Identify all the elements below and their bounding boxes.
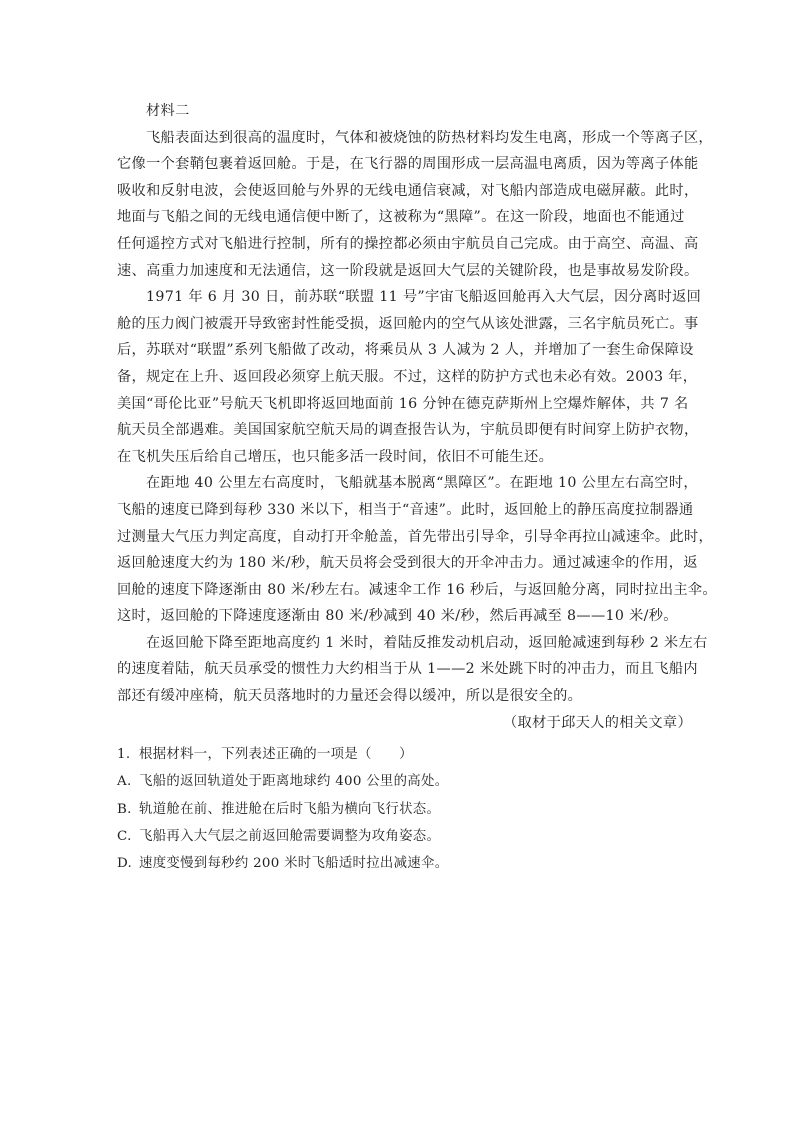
question-1	[117, 741, 694, 877]
paragraph-line: 它像一个套鞘包裹着返回舱。于是，在飞行器的周围形成一层高温电离质，因为等离子体能	[117, 156, 699, 173]
option-key: A.	[117, 774, 132, 790]
option-c	[117, 823, 694, 850]
paragraph-line: 这时，返回舱的下降速度逐渐由 80 米/秒减到 40 米/秒，然后再减至 8——10 米/秒。	[117, 608, 678, 625]
paragraph-line: 返回舱速度大约为 180 米/秒，航天员将会受到很大的开伞冲击力。通过减速伞的作用，返	[117, 555, 698, 572]
option-d	[117, 850, 694, 877]
option-key: C.	[117, 828, 132, 844]
paragraph-line: 飞船表面达到很高的温度时，气体和被烧蚀的防热材料均发生电离，形成一个等离子区，	[146, 129, 713, 146]
paragraph-line: 地面与飞船之间的无线电通信便中断了，这被称为“黑障”。在这一阶段，地面也不能通过	[117, 209, 685, 226]
paragraph-line: 部还有缓冲座椅，航天员落地时的力量还会得以缓冲，所以是很安全的。	[117, 688, 583, 705]
option-text: 速度变慢到每秒约 200 米时飞船适时拉出减速伞。	[139, 856, 449, 871]
paragraph-line: 在距地 40 公里左右高度时，飞船就基本脱离“黑障区”。在距地 10 公里左右高空时，	[146, 475, 698, 492]
source-note: （取材于邱天人的相关文章）	[503, 714, 692, 731]
paragraph-line: 在返回舱下降至距地高度约 1 米时，着陆反推发动机启动，返回舱减速到每秒 2 米左右	[146, 634, 708, 651]
paragraph-line: 回舱的速度下降逐渐由 80 米/秒左右。减速伞工作 16 秒后，与返回舱分离，同时拉出主伞。	[117, 581, 717, 598]
paragraph-line: 的速度着陆，航天员承受的惯性力大约相当于从 1——2 米处跳下时的冲击力，而且飞船内	[117, 661, 698, 678]
option-text: 飞船的返回轨道处于距离地球约 400 公里的高处。	[139, 774, 449, 790]
paragraph-line: 吸收和反射电波，会使返回舱与外界的无线电通信衰减，对飞船内部造成电磁屏蔽。此时，	[117, 182, 699, 199]
paragraph-line: 美国“哥伦比亚”号航天飞机即将返回地面前 16 分钟在德克萨斯州上空爆炸解体，共 7 名	[117, 395, 689, 412]
paragraph-line: 飞船的速度已降到每秒 330 米以下，相当于“音速”。此时，返回舱上的静压高度拉制器通	[117, 501, 694, 518]
paragraph-line: 速、高重力加速度和无法通信，这一阶段就是返回大气层的关键阶段，也是事故易发阶段。	[117, 262, 699, 279]
paragraph-2	[117, 284, 702, 470]
paragraph-4	[117, 630, 708, 710]
option-b	[117, 796, 694, 823]
paragraph-line: 在飞机失压后给自己增压，也只能多活一段时间，依旧不可能生还。	[117, 448, 554, 465]
option-text: 飞船再入大气层之前返回舱需要调整为攻角姿态。	[139, 828, 441, 844]
question-number: 1.	[117, 747, 131, 763]
document-page	[117, 98, 717, 877]
paragraph-line: 1971 年 6 月 30 日，前苏联“联盟 11 号”宇宙飞船返回舱再入大气层，因分离时返回	[146, 289, 702, 306]
paragraph-line: 后，苏联对“联盟”系列飞船做了改动，将乘员从 3 人减为 2 人，并增加了一套生命保障设	[117, 342, 694, 359]
option-a	[117, 768, 694, 795]
section-title: 材料二	[146, 103, 190, 119]
paragraph-line: 航天员全部遇难。美国国家航空航天局的调查报告认为，宇航员即便有时间穿上防护衣物，	[117, 422, 699, 439]
paragraph-line: 任何遥控方式对飞船进行控制，所有的操控都必须由宇航员自己完成。由于高空、高温、高	[117, 235, 699, 252]
option-key: D.	[117, 856, 133, 871]
paragraph-1	[117, 125, 713, 285]
paragraph-3	[117, 470, 717, 630]
paragraph-line: 备，规定在上升、返回段必须穿上航天服。不过，这样的防护方式也未必有效。2003 年，	[117, 368, 698, 385]
option-key: B.	[117, 801, 132, 817]
question-stem-text: 根据材料一，下列表述正确的一项是（ ）	[139, 747, 413, 763]
question-stem	[117, 741, 694, 768]
paragraph-line: 舱的压力阀门被震开导致密封性能受损，返回舱内的空气从该处泄露，三名宇航员死亡。事	[117, 315, 699, 332]
paragraph-line: 过测量大气压力判定高度，自动打开伞舱盖，首先带出引导伞，引导伞再拉山减速伞。此时，	[117, 528, 714, 545]
option-text: 轨道舱在前、推进舱在后时飞船为横向飞行状态。	[139, 801, 441, 817]
